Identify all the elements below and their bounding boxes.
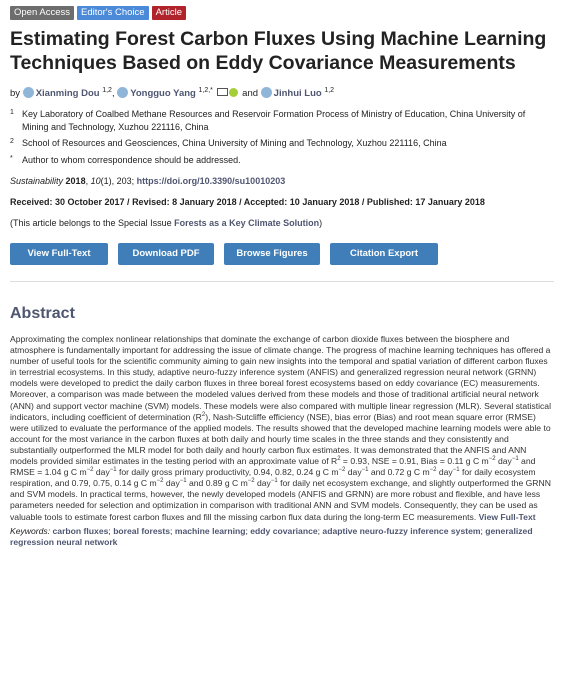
keyword-link[interactable]: adaptive neuro-fuzzy inference system <box>322 525 481 536</box>
abstract-segment: day <box>93 467 110 478</box>
affiliation-number: 2 <box>10 138 14 145</box>
author-list: by Xianming Dou $^{1,2}$, Yongguo Yang $^{1,2,*}$ and Jinhui Luo $^{1,2}$ <box>10 87 335 99</box>
superscript: −1 <box>511 456 519 463</box>
abstract-segment: ), Nash-Sutcliffe efficiency (NSE), bias error (Bias) and root mean square error (RMSE) were utilized to evaluate the performance of the applied models. The results showed that the developed machine learning models were able to account for the most variance in the carbon fluxes at both daily and hourly time scales in the three stands and they consistently and substantially outperformed the MLR model for both daily and hourly carbon flux estimates. It was demonstrated that the ANFIS and ANN models provided similar estimates in the testing period with an approximate value of R <box>10 411 551 467</box>
affiliation-item <box>10 154 554 167</box>
superscript: −2 <box>86 467 94 474</box>
keyword-link[interactable]: generalized regression neural network <box>10 525 533 547</box>
citation-volume: 10 <box>90 176 101 186</box>
abstract-segment: day <box>254 478 271 489</box>
keywords-label: Keywords: <box>10 525 51 536</box>
keyword-link[interactable]: eddy covariance <box>250 525 318 536</box>
superscript: 2 <box>337 456 341 463</box>
action-buttons <box>10 243 554 265</box>
abstract-segment: for daily net ecosystem exchange, and slightly outperformed the GRNN and SVM models. In practical terms, however, the newly developed models (ANFIS and GRNN) are more robust and flexible, and have less parameters needed for selection and optimization in comparison with traditional ANN and SVM models. Consequently, they can be used as valuable tools to estimate forest carbon fluxes and fill the missing carbon flux data during the long-term EC measurements. <box>10 478 551 522</box>
abstract-segment: and 0.89 g C m <box>186 478 248 489</box>
author-affil-sup: 1,2 <box>102 87 112 94</box>
author-profile-icon <box>261 87 272 98</box>
abstract-segment: day <box>163 478 180 489</box>
superscript: −1 <box>179 478 187 485</box>
article-type-badge: Article <box>152 6 186 20</box>
doi-link[interactable]: https://doi.org/10.3390/su10010203 <box>136 176 286 186</box>
affiliation-text: School of Resources and Geosciences, China University of Mining and Technology, Xuzhou 221116, China <box>22 138 447 148</box>
special-issue-link[interactable]: Forests as a Key Climate Solution <box>174 218 320 228</box>
keyword-link[interactable]: carbon fluxes <box>52 525 109 536</box>
keyword-link[interactable]: machine learning <box>174 525 246 536</box>
superscript: −2 <box>156 478 164 485</box>
special-issue-note <box>10 217 554 229</box>
orcid-icon[interactable] <box>229 88 238 97</box>
article-title: Estimating Forest Carbon Fluxes Using Machine Learning Techniques Based on Eddy Covariance Measurements <box>10 28 547 74</box>
by-label: by <box>10 88 21 99</box>
abstract-segment: and RMSE = 1.04 g C m <box>10 456 536 478</box>
superscript: 2 <box>201 411 206 418</box>
section-divider <box>10 281 554 282</box>
abstract-heading: Abstract <box>10 305 75 322</box>
browse-figures-button[interactable]: Browse Figures <box>224 243 320 265</box>
affiliation-number: * <box>10 154 13 162</box>
author-profile-icon <box>117 87 128 98</box>
superscript: −2 <box>247 478 255 485</box>
open-access-badge[interactable]: Open Access <box>10 6 74 20</box>
author-affil-sup: 1,2 <box>324 87 335 94</box>
affiliations <box>10 108 554 166</box>
abstract-segment: for daily ecosystem respiration, and 0.79, 0.75, 0.14 g C m <box>10 467 536 489</box>
superscript: −1 <box>109 467 117 474</box>
citation-issue-pages: (1), 203; <box>100 176 135 186</box>
abstract-segment: = 0.93, NSE = 0.91, Bias = 0.11 g C m <box>340 456 489 467</box>
author-profile-icon <box>23 87 34 98</box>
superscript: −1 <box>270 478 278 485</box>
keyword-link[interactable]: boreal forests <box>113 525 171 536</box>
superscript: −2 <box>488 456 496 463</box>
badge-row <box>10 6 554 20</box>
abstract-segment: day <box>436 467 453 478</box>
journal-name: Sustainability <box>10 176 64 186</box>
view-full-text-button[interactable]: View Full-Text <box>10 243 108 265</box>
superscript: −1 <box>361 467 369 474</box>
author-affil-sup: 1,2,* <box>198 87 213 94</box>
abstract-segment: Approximating the complex nonlinear relationships that dominate the exchange of carbon dioxide fluxes between the biosphere and atmosphere is fundamentally important for addressing the issue of climate change. The progress of machine learning techniques has offered a number of useful tools for the scientific community aiming to gain new insights into the temporal and spatial variation of different carbon fluxes in terrestrial ecosystems. In this study, adaptive neuro-fuzzy inference system (ANFIS) and generalized regression neural network (GRNN) models were developed to predict the daily carbon fluxes in three boreal forest ecosystems based on eddy covariance (EC) measurements. Moreover, a comparison was made between the modeled values derived from these models and those of traditional artificial neural network (ANN) and support vector machine (SVM) models. These models were also compared with multiple linear regression (MLR). Several statistical indicators, including coefficient of determination (R <box>10 334 551 422</box>
citation-line: Sustainability 2018, 10(1), 203; https://doi.org/10.3390/su10010203 <box>10 176 286 186</box>
special-issue-prefix: (This article belongs to the Special Issue <box>10 218 172 228</box>
abstract-segment: day <box>495 456 512 467</box>
superscript: −2 <box>429 467 437 474</box>
editors-choice-badge[interactable]: Editor's Choice <box>77 6 149 20</box>
keywords: Keywords: carbon fluxes; boreal forests; machine learning; eddy covariance; adaptive neuro-fuzzy inference system; generalized regression neural network <box>10 525 533 547</box>
email-icon[interactable] <box>217 88 228 96</box>
affiliation-item <box>10 108 554 133</box>
citation-year: 2018 <box>65 176 86 186</box>
affiliation-item <box>10 137 554 150</box>
abstract-segment: and 0.72 g C m <box>368 467 430 478</box>
abstract-segment: day <box>345 467 362 478</box>
affiliation-number: 1 <box>10 109 14 116</box>
affiliation-text: Key Laboratory of Coalbed Methane Resources and Reservoir Formation Process of Ministry of Education, China University of Mining and Technology, Xuzhou 221116, China <box>22 109 526 132</box>
special-issue-suffix: ) <box>319 218 323 228</box>
affiliation-text: Author to whom correspondence should be addressed. <box>22 154 241 165</box>
author-link-yang[interactable]: Yongguo Yang <box>130 88 196 99</box>
superscript: −1 <box>452 467 460 474</box>
abstract-text <box>10 334 554 523</box>
and-label: and <box>242 88 259 99</box>
author-link-luo[interactable]: Jinhui Luo <box>273 88 322 99</box>
citation-export-button[interactable]: Citation Export <box>330 243 438 265</box>
author-link-dou[interactable]: Xianming Dou <box>35 88 100 99</box>
abstract-view-full-text-link[interactable]: View Full-Text <box>478 511 536 522</box>
publication-dates: Received: 30 October 2017 / Revised: 8 January 2018 / Accepted: 10 January 2018 / Published: 17 January 2018 <box>10 197 485 207</box>
superscript: −2 <box>338 467 346 474</box>
download-pdf-button[interactable]: Download PDF <box>118 243 214 265</box>
abstract-segment: for daily gross primary productivity, 0.94, 0.82, 0.24 g C m <box>116 467 339 478</box>
